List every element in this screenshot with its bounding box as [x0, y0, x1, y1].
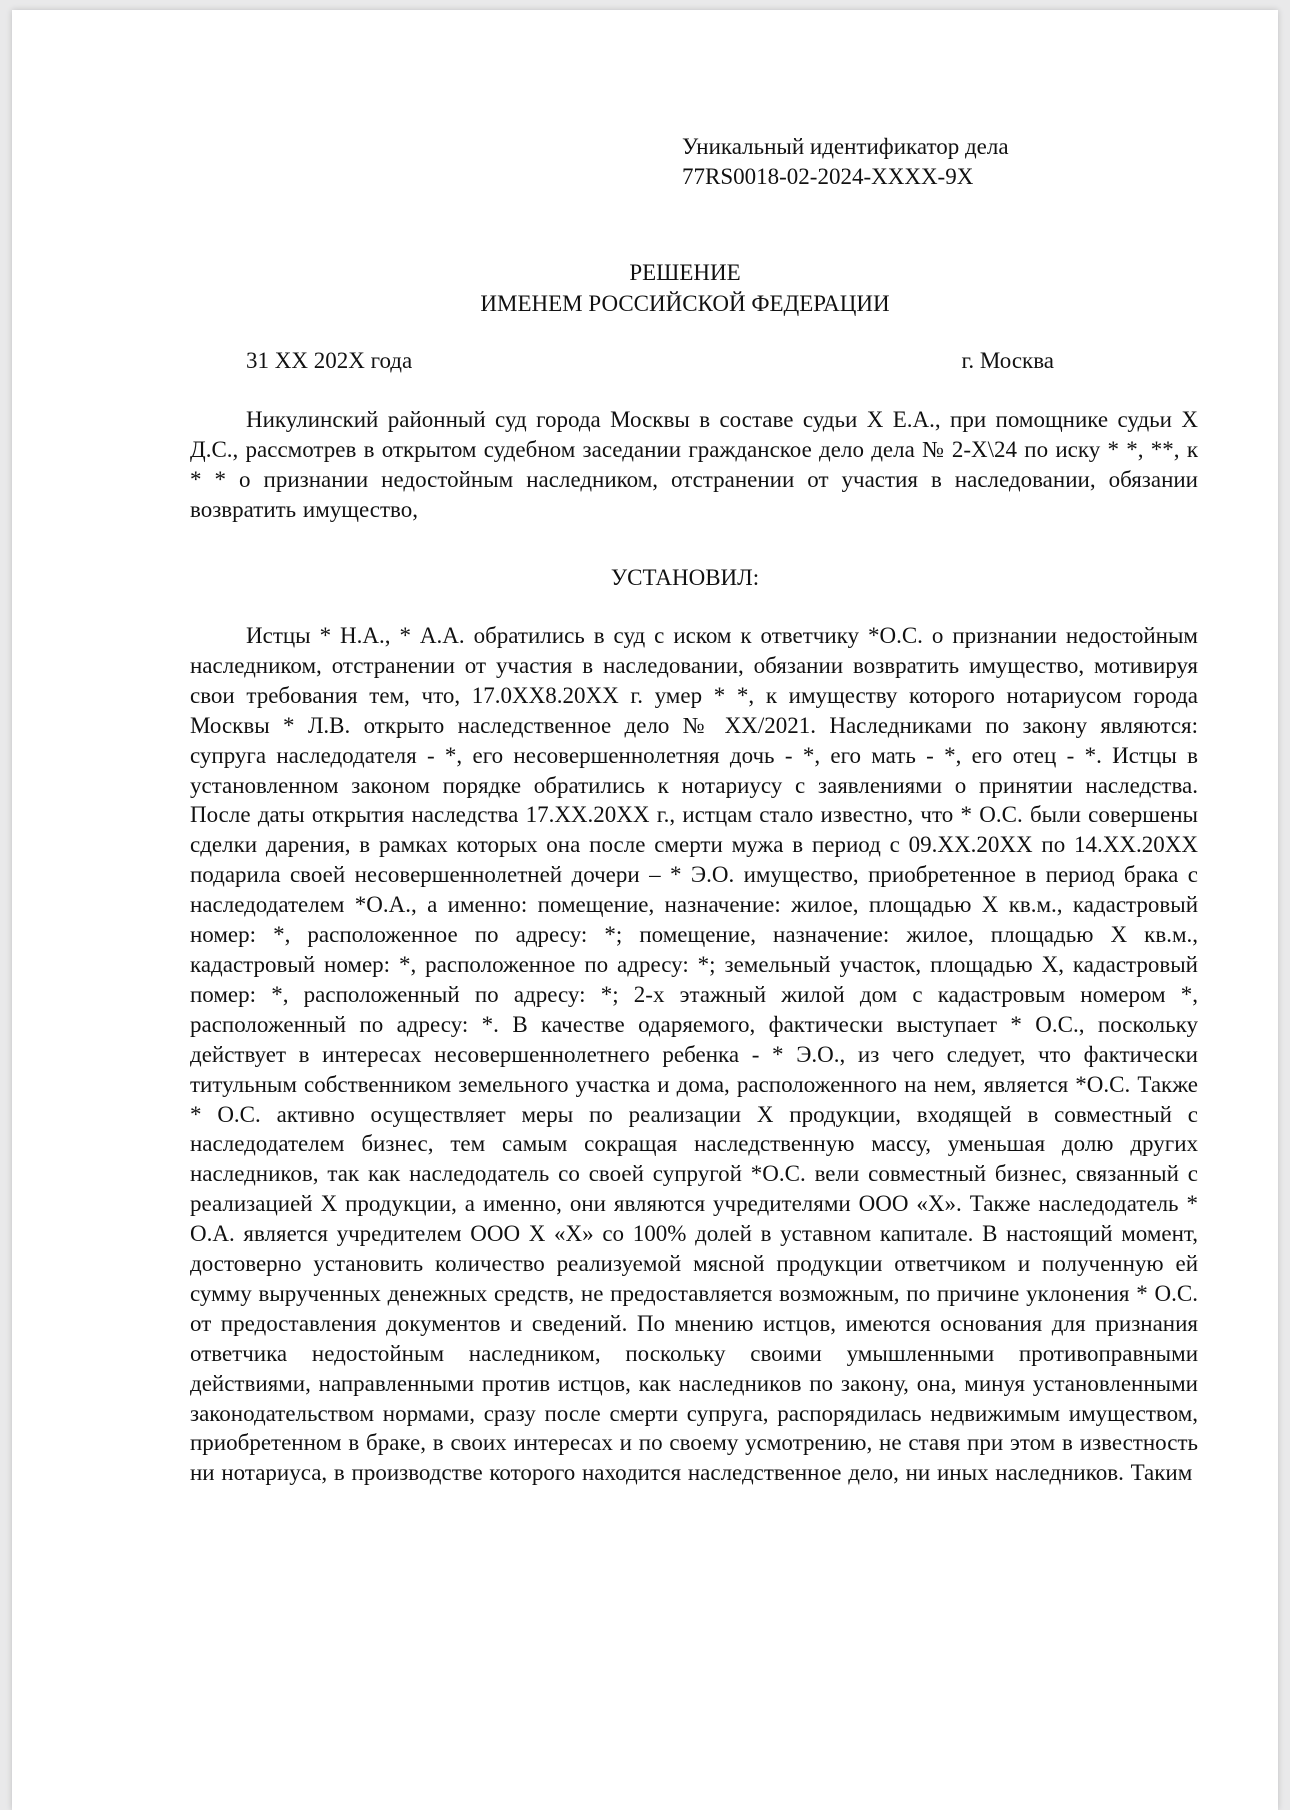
- section-heading: УСТАНОВИЛ:: [610, 565, 760, 590]
- main-paragraph: Истцы * Н.А., * А.А. обратились в суд с иском к ответчику *О.С. о признании недостойным наследником, отстранении от участия в наследовании, обязании возвратить имущество, мотивируя свои требования тем, что, 17.0ХХ8.20ХХ г. умер * *, к имуществу которого нотариусом города Москвы * Л.В. открыто наследственное дело № ХХ/2021. Наследниками по закону являются: супруга наследодателя - *, его несовершеннолетняя дочь - *, его мать - *, его отец - *. Истцы в установленном законом порядке обратились к нотариусу с заявлениями о принятии наследства. После даты открытия наследства 17.ХХ.20ХХ г., истцам стало известно, что * О.С. были совершены сделки дарения, в рамках которых она после смерти мужа в период с 09.ХХ.20ХХ по 14.ХХ.20ХХ подарила своей несовершеннолетней дочери – * Э.О. имущество, приобретенное в период брака с наследодателем *О.А., а именно: помещение, назначение: жилое, площадью Х кв.м., кадастровый номер: *, расположенное по адресу: *; помещение, назначение: жилое, площадью Х кв.м., кадастровый номер: *, расположенное по адресу: *; земельный участок, площадью Х, кадастровый помер: *, расположенный по адресу: *; 2-х этажный жилой дом с кадастровым номером *, расположенный по адресу: *. В качестве одаряемого, фактически выступает * О.С., поскольку действует в интересах несовершеннолетнего ребенка - * Э.О., из чего следует, что фактически титульным собственником земельного участка и дома, расположенного на нем, является *О.С. Также * О.С. активно осуществляет меры по реализации Х продукции, входящей в совместный с наследодателем бизнес, тем самым сокращая наследственную массу, уменьшая долю других наследников, так как наследодатель со своей супругой *О.С. вели совместный бизнес, связанный с реализацией Х продукции, а именно, они являются учредителями ООО «Х». Также наследодатель * О.А. является учредителем ООО Х «Х» со 100% долей в уставном капитале. В настоящий момент, достоверно установить количество реализуемой мясной продукции ответчиком и полученную ей сумму вырученных денежных средств, не предоставляется возможным, по причине уклонения * О.С. от предоставления документов и сведений. По мнению истцов, имеются основания для признания ответчика недостойным наследником, поскольку своими умышленными противоправными действиями, направленными против истцов, как наследников по закону, она, минуя установленными законодательством нормами, сразу после смерти супруга, распорядилась недвижимым имуществом, приобретенном в браке, в своих интересах и по своему усмотрению, не ставя при этом в известность ни нотариуса, в производстве которого находится наследственное дело, ни иных наследников. Таким: [190, 623, 1198, 1486]
- document-title: РЕШЕНИЕ: [629, 260, 741, 285]
- date-city-line: [246, 346, 1054, 376]
- document-subtitle: ИМЕНЕМ РОССИЙСКОЙ ФЕДЕРАЦИИ: [480, 291, 890, 316]
- intro-paragraph: Никулинский районный суд города Москвы в составе судьи Х Е.А., при помощнике судьи Х Д.С., рассмотрев в открытом судебном заседании гражданское дело дела № 2-X\24 по иску * *, **, к * * о признании недостойным наследником, отстранении от участия в наследовании, обязании возвратить имущество,: [190, 407, 1198, 522]
- case-identifier-label: Уникальный идентификатор дела: [682, 134, 1009, 159]
- document-page: [12, 10, 1278, 1810]
- decision-city: г. Москва: [961, 348, 1054, 373]
- case-identifier-value: 77RS0018-02-2024-XXXX-9X: [682, 164, 974, 189]
- decision-date: 31 XX 202X года: [246, 348, 413, 373]
- case-identifier-block: [682, 132, 1009, 192]
